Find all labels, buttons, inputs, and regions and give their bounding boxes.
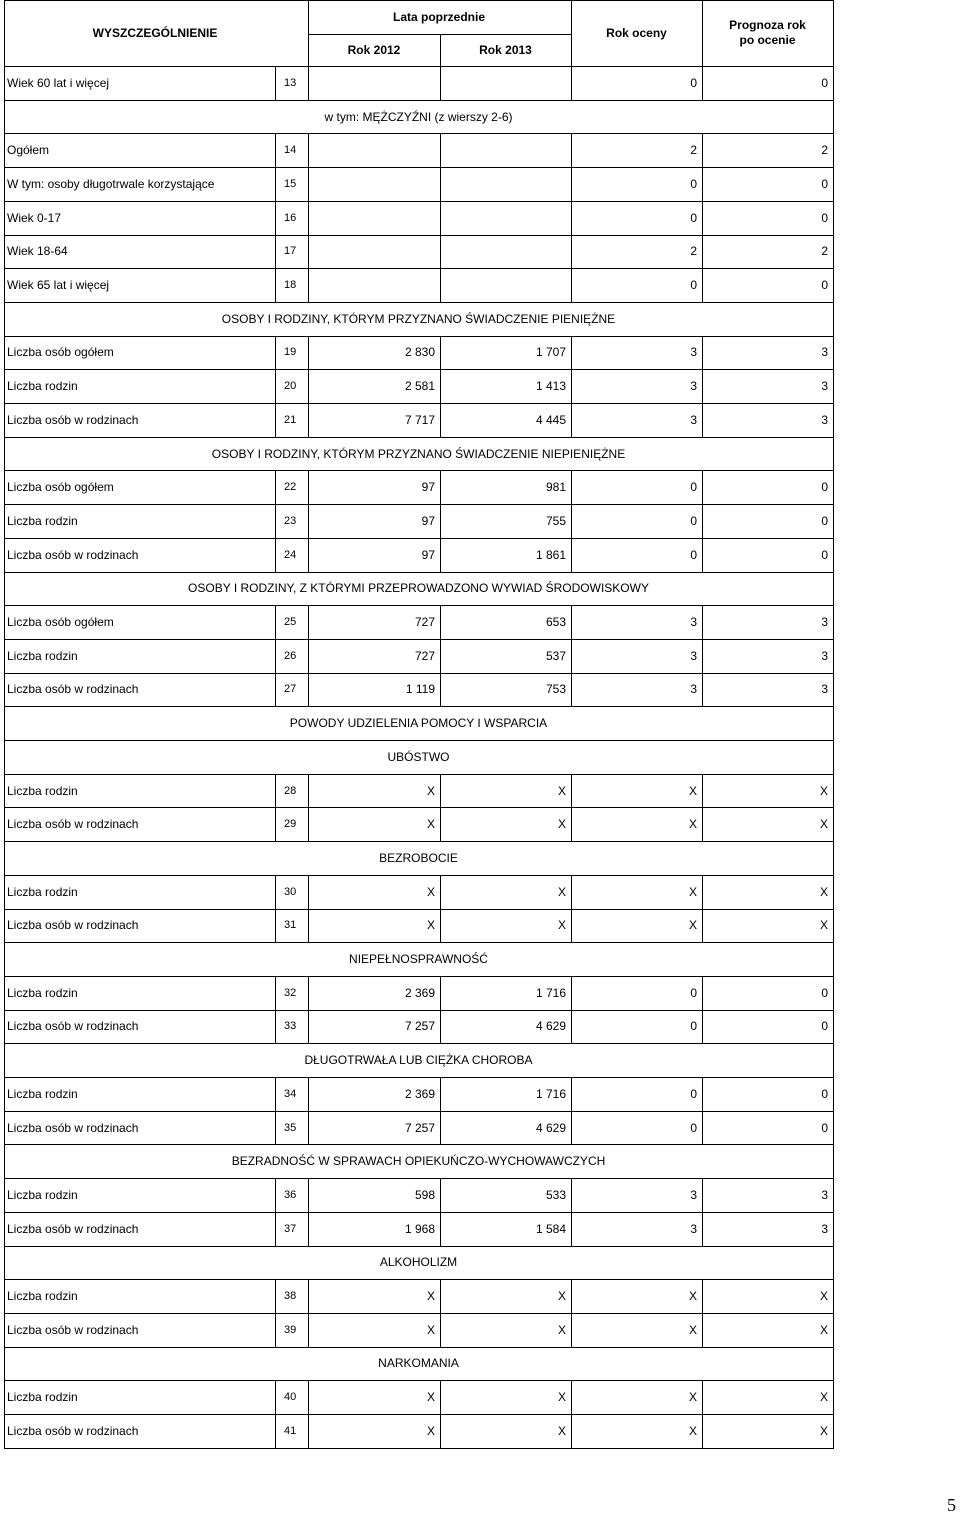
cell-eval: 3	[690, 379, 697, 394]
cell-no: 28	[284, 784, 297, 797]
cell-v2012: 7 257	[404, 1019, 435, 1034]
cell-v2013: 4 445	[535, 412, 566, 427]
cell-forecast: 0	[821, 1086, 828, 1101]
cell-v2013: 981	[545, 480, 566, 495]
cell-eval: 3	[690, 412, 697, 427]
cell-v2013: X	[557, 918, 566, 933]
cell-v2012: 2 830	[404, 345, 435, 360]
cell-v2012: 97	[421, 513, 435, 528]
cell-v2012	[308, 201, 440, 235]
cell-v2013: X	[557, 1423, 566, 1438]
cell-label: Liczba rodzin	[7, 513, 78, 528]
grid-line	[4, 0, 834, 1]
cell-label: Liczba osób ogółem	[7, 615, 114, 630]
cell-v2013: X	[557, 1322, 566, 1337]
cell-no: 18	[284, 279, 297, 292]
cell-forecast: 3	[821, 1221, 828, 1236]
cell-label: Liczba osób ogółem	[7, 345, 114, 360]
cell-label: Liczba rodzin	[7, 1086, 78, 1101]
cell-eval: X	[688, 1322, 697, 1337]
cell-label: Liczba rodzin	[7, 1390, 78, 1405]
cell-no: 36	[284, 1188, 297, 1201]
cell-v2012	[308, 167, 440, 201]
cell-eval: 0	[690, 210, 697, 225]
header-eval-year: Rok oceny	[606, 26, 667, 40]
cell-v2013	[440, 66, 571, 100]
cell-v2012: 727	[414, 615, 435, 630]
section-header: BEZROBOCIE	[379, 850, 458, 865]
header-previous-years: Lata poprzednie	[392, 10, 485, 24]
section-header: NARKOMANIA	[378, 1356, 459, 1371]
section-header: UBÓSTWO	[387, 749, 450, 764]
section-header: ALKOHOLIZM	[379, 1255, 458, 1270]
grid-line	[308, 34, 571, 35]
cell-v2013: X	[557, 884, 566, 899]
cell-no: 24	[284, 548, 297, 561]
cell-eval: X	[688, 1289, 697, 1304]
cell-v2012: X	[426, 1423, 435, 1438]
cell-no: 40	[284, 1391, 297, 1404]
cell-eval: 0	[690, 547, 697, 562]
cell-eval: 2	[690, 143, 697, 158]
cell-label: Liczba osób w rodzinach	[7, 918, 139, 933]
section-header: POWODY UDZIELENIA POMOCY I WSPARCIA	[289, 716, 548, 731]
cell-v2013: X	[557, 1390, 566, 1405]
section-header: NIEPEŁNOSPRAWNOŚĆ	[349, 952, 488, 967]
cell-eval: X	[688, 783, 697, 798]
cell-v2013	[440, 201, 571, 235]
cell-forecast: 3	[821, 682, 828, 697]
cell-v2012: 2 581	[404, 379, 435, 394]
cell-eval: 3	[690, 1221, 697, 1236]
cell-v2013	[440, 167, 571, 201]
cell-v2012: X	[426, 1289, 435, 1304]
cell-label: Wiek 60 lat i więcej	[7, 75, 110, 90]
cell-forecast: 3	[821, 379, 828, 394]
cell-v2013: 4 629	[535, 1019, 566, 1034]
cell-label: Liczba osób w rodzinach	[7, 1120, 139, 1135]
cell-eval: X	[688, 817, 697, 832]
cell-label: Liczba osób w rodzinach	[7, 412, 139, 427]
cell-eval: X	[688, 1390, 697, 1405]
cell-eval: 0	[690, 985, 697, 1000]
cell-v2013: X	[557, 783, 566, 798]
cell-forecast: 0	[821, 176, 828, 191]
cell-v2012: X	[426, 1322, 435, 1337]
cell-v2012: X	[426, 884, 435, 899]
cell-v2012	[308, 133, 440, 167]
cell-label: Liczba osób w rodzinach	[7, 682, 139, 697]
cell-v2013: 1 413	[535, 379, 566, 394]
cell-forecast: 0	[821, 513, 828, 528]
cell-label: Liczba rodzin	[7, 884, 78, 899]
cell-no: 32	[284, 986, 297, 999]
cell-v2012: X	[426, 783, 435, 798]
cell-no: 23	[284, 514, 297, 527]
cell-label: Ogółem	[7, 143, 50, 158]
grid-line	[308, 0, 309, 66]
cell-label: Liczba osób w rodzinach	[7, 1322, 139, 1337]
cell-forecast: 2	[821, 244, 828, 259]
cell-no: 33	[284, 1020, 297, 1033]
cell-eval: 2	[690, 244, 697, 259]
cell-forecast: X	[819, 783, 828, 798]
cell-eval: 0	[690, 480, 697, 495]
cell-no: 14	[284, 144, 297, 157]
cell-label: Liczba osób w rodzinach	[7, 1019, 139, 1034]
cell-label: Wiek 65 lat i więcej	[7, 278, 110, 293]
cell-eval: 3	[690, 648, 697, 663]
cell-v2013: 537	[545, 648, 566, 663]
cell-eval: 0	[690, 1086, 697, 1101]
section-header: BEZRADNOŚĆ W SPRAWACH OPIEKUŃCZO-WYCHOWAWCZYCH	[231, 1154, 606, 1169]
cell-v2013: 1 716	[535, 1086, 566, 1101]
grid-line	[4, 1448, 834, 1449]
page-number: 5	[947, 1495, 956, 1515]
cell-v2013: 533	[545, 1187, 566, 1202]
grid-line	[833, 0, 834, 1449]
cell-label: Liczba rodzin	[7, 783, 78, 798]
cell-no: 16	[284, 211, 297, 224]
cell-forecast: X	[819, 1423, 828, 1438]
cell-v2012: 2 369	[404, 1086, 435, 1101]
section-header: OSOBY I RODZINY, Z KTÓRYMI PRZEPROWADZONO WYWIAD ŚRODOWISKOWY	[188, 581, 649, 596]
cell-no: 21	[284, 413, 297, 426]
cell-v2012: 727	[414, 648, 435, 663]
cell-eval: 0	[690, 75, 697, 90]
grid-line	[702, 0, 703, 66]
cell-v2013: 1 707	[535, 345, 566, 360]
cell-v2013: 653	[545, 615, 566, 630]
cell-forecast: X	[819, 1322, 828, 1337]
cell-label: Wiek 0-17	[7, 210, 62, 225]
header-forecast: Prognoza rok po ocenie	[729, 18, 806, 47]
cell-v2012: 598	[414, 1187, 435, 1202]
cell-no: 37	[284, 1222, 297, 1235]
cell-v2013: 1 861	[535, 547, 566, 562]
cell-eval: 3	[690, 345, 697, 360]
cell-forecast: 3	[821, 412, 828, 427]
cell-no: 41	[284, 1424, 297, 1437]
section-header: OSOBY I RODZINY, KTÓRYM PRZYZNANO ŚWIADCZENIE NIEPIENIĘŻNE	[211, 446, 626, 461]
cell-no: 25	[284, 616, 297, 629]
cell-label: W tym: osoby długotrwale korzystające	[7, 176, 215, 191]
cell-label: Liczba rodzin	[7, 648, 78, 663]
cell-eval: 0	[690, 1120, 697, 1135]
cell-forecast: 3	[821, 345, 828, 360]
cell-v2013: 4 629	[535, 1120, 566, 1135]
cell-v2012: X	[426, 918, 435, 933]
cell-no: 34	[284, 1087, 297, 1100]
cell-forecast: 3	[821, 1187, 828, 1202]
cell-no: 35	[284, 1121, 297, 1134]
cell-forecast: 2	[821, 143, 828, 158]
section-header: DŁUGOTRWAŁA LUB CIĘŻKA CHOROBA	[304, 1053, 533, 1068]
cell-label: Liczba osób w rodzinach	[7, 1221, 139, 1236]
cell-v2013	[440, 133, 571, 167]
cell-v2013	[440, 268, 571, 302]
cell-v2013: 1 584	[535, 1221, 566, 1236]
cell-eval: 3	[690, 1187, 697, 1202]
cell-v2012: 7 257	[404, 1120, 435, 1135]
section-header: w tym: MĘŻCZYŹNI (z wierszy 2-6)	[324, 109, 513, 124]
cell-eval: 0	[690, 176, 697, 191]
cell-v2012: 97	[421, 547, 435, 562]
cell-label: Liczba rodzin	[7, 985, 78, 1000]
cell-label: Liczba osób ogółem	[7, 480, 114, 495]
cell-no: 20	[284, 380, 297, 393]
cell-forecast: X	[819, 1390, 828, 1405]
cell-label: Liczba osób w rodzinach	[7, 817, 139, 832]
cell-v2013: 753	[545, 682, 566, 697]
cell-label: Liczba osób w rodzinach	[7, 547, 139, 562]
cell-eval: 3	[690, 615, 697, 630]
cell-forecast: 0	[821, 75, 828, 90]
cell-no: 13	[284, 76, 297, 89]
cell-label: Liczba rodzin	[7, 1187, 78, 1202]
cell-v2012: X	[426, 1390, 435, 1405]
cell-eval: 0	[690, 513, 697, 528]
header-label-column: WYSZCZEGÓLNIENIE	[92, 26, 218, 40]
cell-forecast: 3	[821, 648, 828, 663]
cell-no: 15	[284, 177, 297, 190]
cell-forecast: 0	[821, 1019, 828, 1034]
cell-v2012: 1 119	[405, 682, 435, 697]
cell-forecast: 0	[821, 985, 828, 1000]
cell-eval: X	[688, 884, 697, 899]
cell-no: 31	[284, 919, 297, 932]
cell-v2013	[440, 235, 571, 269]
cell-eval: 0	[690, 278, 697, 293]
cell-v2012: 2 369	[404, 985, 435, 1000]
cell-forecast: X	[819, 918, 828, 933]
cell-no: 30	[284, 885, 297, 898]
cell-no: 38	[284, 1290, 297, 1303]
cell-label: Liczba rodzin	[7, 1289, 78, 1304]
cell-no: 26	[284, 649, 297, 662]
grid-line	[440, 34, 441, 66]
cell-no: 29	[284, 818, 297, 831]
cell-v2013: 755	[545, 513, 566, 528]
cell-forecast: 0	[821, 547, 828, 562]
cell-v2012	[308, 66, 440, 100]
cell-no: 22	[284, 481, 297, 494]
cell-no: 27	[284, 683, 297, 696]
cell-forecast: X	[819, 884, 828, 899]
cell-no: 19	[284, 346, 297, 359]
cell-forecast: X	[819, 817, 828, 832]
cell-v2012	[308, 235, 440, 269]
cell-label: Liczba osób w rodzinach	[7, 1423, 139, 1438]
cell-v2013: X	[557, 1289, 566, 1304]
cell-forecast: 0	[821, 210, 828, 225]
section-header: OSOBY I RODZINY, KTÓRYM PRZYZNANO ŚWIADCZENIE PIENIĘŻNE	[221, 311, 616, 326]
cell-v2013: X	[557, 817, 566, 832]
cell-v2013: 1 716	[535, 985, 566, 1000]
cell-forecast: 3	[821, 615, 828, 630]
cell-no: 17	[284, 245, 297, 258]
cell-label: Wiek 18-64	[7, 244, 68, 259]
cell-forecast: X	[819, 1289, 828, 1304]
grid-line	[571, 0, 572, 66]
cell-eval: 3	[690, 682, 697, 697]
cell-eval: 0	[690, 1019, 697, 1034]
cell-forecast: 0	[821, 480, 828, 495]
cell-eval: X	[688, 918, 697, 933]
cell-forecast: 0	[821, 1120, 828, 1135]
cell-v2012	[308, 268, 440, 302]
header-year-2012: Rok 2012	[347, 43, 401, 57]
header-year-2013: Rok 2013	[479, 43, 532, 57]
cell-v2012: X	[426, 817, 435, 832]
cell-forecast: 0	[821, 278, 828, 293]
cell-v2012: 97	[421, 480, 435, 495]
cell-eval: X	[688, 1423, 697, 1438]
cell-no: 39	[284, 1323, 297, 1336]
cell-label: Liczba rodzin	[7, 379, 78, 394]
cell-v2012: 7 717	[404, 412, 435, 427]
cell-v2012: 1 968	[404, 1221, 435, 1236]
